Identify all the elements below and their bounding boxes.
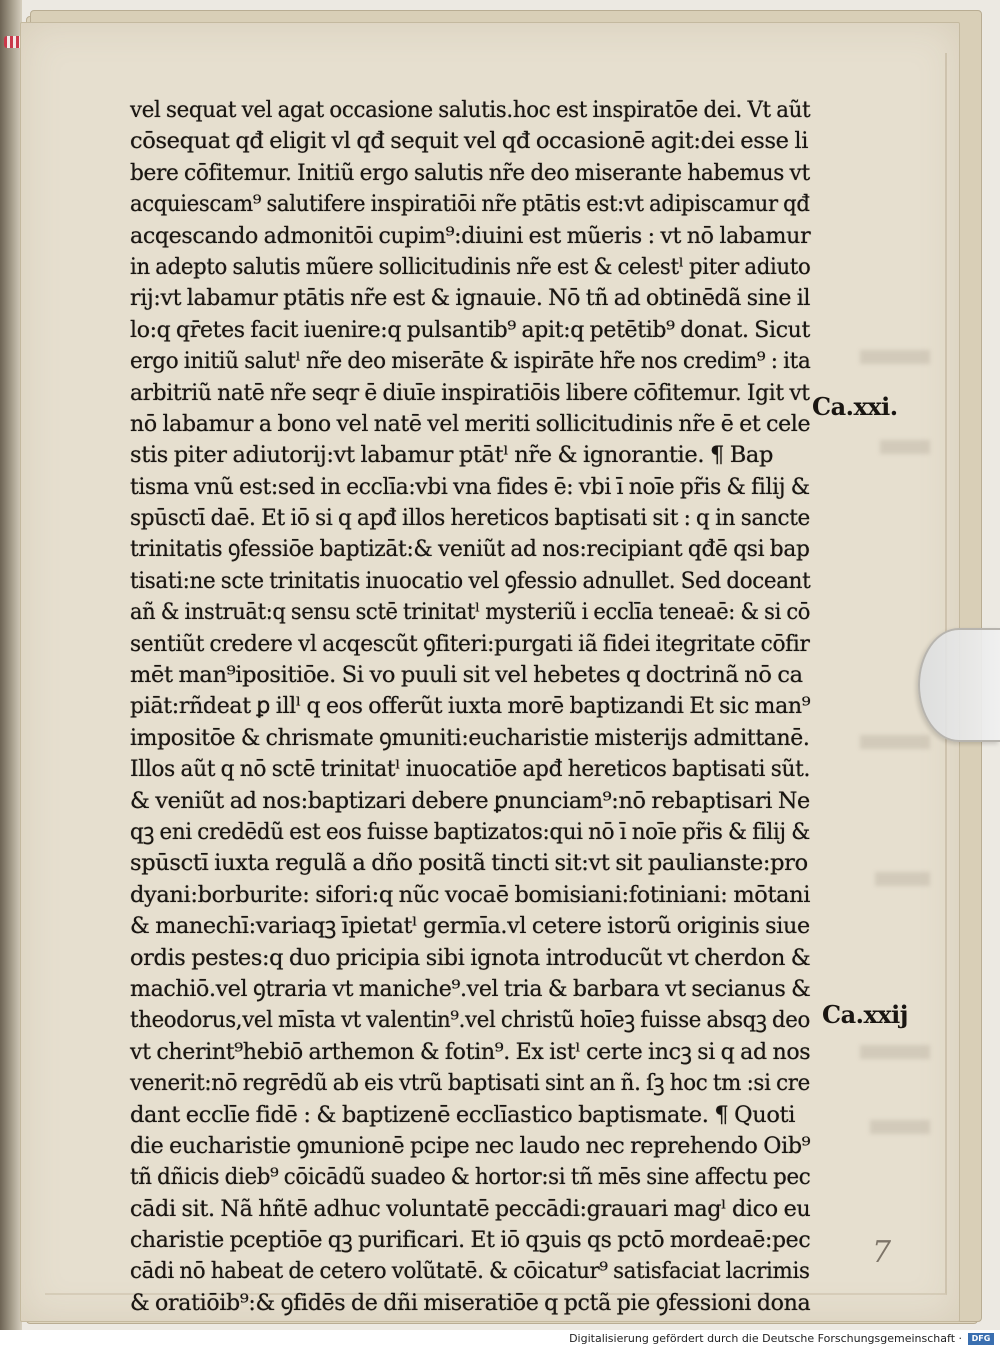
text-line: sentiũt credere vl acqescũt ꝯfiteri:purgati iã fidei itegritate cōfir — [130, 630, 810, 657]
book-spine — [0, 0, 22, 1330]
text-line: tñ dñicis dieb⁹ cōicādũ suadeo & hortor:si tñ mēs sine affectu pec — [130, 1164, 811, 1191]
ink-bleed-mark — [870, 1120, 930, 1134]
text-line: ergo initiũ salutˡ nr̃e deo miserāte & ispirāte hr̃e nos credim⁹ : ita — [130, 348, 811, 375]
text-line: charistie pceptiōe qꝫ purificari. Et iō qꝫuis qs pctō mordeaē:pec — [130, 1227, 811, 1254]
dfg-logo: DFG — [968, 1333, 994, 1345]
ink-bleed-mark — [860, 1045, 930, 1059]
margin-chapter-note: Ca.xxi. — [812, 392, 898, 421]
text-line: nō labamur a bono vel natē vel meriti sollicitudinis nr̃e ē et cele — [130, 410, 811, 437]
text-line: rij:vt labamur ptātis nr̃e est & ignauie. Nō tñ ad obtinēdã sine il — [130, 285, 811, 312]
text-line: cādi sit. Nã hñtē adhuc voluntatē peccādi:grauari magˡ dico eu — [130, 1195, 811, 1222]
text-line: dyani:borburite: sifori:q nũc vocaē bomisiani:fotiniani: mōtani — [130, 881, 811, 908]
margin-chapter-note: Ca.xxij — [822, 1000, 908, 1029]
text-line: die eucharistie ꝯmunionē pcipe nec laudo nec reprehendo Oib⁹ — [130, 1132, 811, 1159]
text-line: trinitatis ꝯfessiōe baptizāt:& veniũt ad nos:recipiant qđē qsi bap — [130, 536, 810, 563]
text-line: acquiescam⁹ salutifere inspiratiōi nr̃e ptātis est:vt adipiscamur qđ — [130, 191, 810, 218]
text-line: piāt:rñdeat ꝑ illˡ q eos offerũt iuxta morē baptizandi Et sic man⁹ — [130, 693, 811, 720]
text-line: vel sequat vel agat occasione salutis.hoc est inspiratōe dei. Vt aũt — [130, 97, 811, 123]
text-line: tisati:ne scte trinitatis inuocatio vel ꝯfessio adnullet. Sed doceant — [130, 567, 811, 594]
text-line: machiō.vel ꝯtraria vt maniche⁹.vel tria & barbara vt secianus & — [130, 975, 811, 1002]
ink-bleed-mark — [860, 735, 930, 749]
text-line: añ & instruāt:q sensu sctē trinitatˡ mysteriũ i ecclīa teneaē: & si cō — [130, 599, 811, 626]
text-line: venerit:nō regrēdũ ab eis vtrũ baptisati sint an ñ. ſꝫ hoc tm :si cre — [130, 1070, 810, 1097]
text-line: dant ecclīe fidē : & baptizenē ecclīastico baptismate. ¶ Quoti — [130, 1101, 796, 1128]
text-line: stis piter adiutorij:vt labamur ptātˡ nr̃e & ignorantie. ¶ Bap — [130, 442, 774, 469]
text-line: acqescando admonitōi cupim⁹:diuini est mũeris : vt nō labamur — [130, 222, 811, 249]
digitization-footer — [0, 1330, 1000, 1349]
ink-bleed-mark — [880, 440, 930, 454]
text-line: cādi nō habeat de cetero volũtatē. & cōicatur⁹ satisfaciat lacrimis — [130, 1258, 810, 1285]
text-line: impositōe & chrismate ꝯmuniti:eucharistie misterijs admittanē. — [130, 724, 810, 751]
text-line: & manechī:variaqꝫ īpietatˡ germīa.vl cetere istorũ originis siue — [130, 913, 810, 940]
ink-bleed-mark — [875, 872, 930, 886]
text-line: arbitriũ natē nr̃e seqr ē diuīe inspiratiōis libere cōfitemur. Igit vt — [130, 379, 810, 406]
text-line: in adepto salutis mũere sollicitudinis nr̃e est & celestˡ piter adiuto — [130, 253, 811, 280]
text-line: theodorus,vel mīsta vt valentin⁹.vel christũ hoīeꝫ fuisse absqꝫ deo — [130, 1007, 810, 1034]
text-line: cōsequat qđ eligit vl qđ sequit vel qđ occasionē agit:dei esse li — [130, 128, 809, 155]
text-line: bere cōfitemur. Initiũ ergo salutis nr̃e deo miserante habemus vt — [130, 159, 810, 186]
text-line: ordis pestes:q duo pricipia sibi ignota introducũt vt cherdon & — [130, 944, 811, 971]
incunable-text-block — [130, 95, 810, 1319]
text-line: qꝫ eni credēdũ est eos fuisse baptizatos:qui nō ī noīe pr̃is & filij & — [130, 818, 810, 845]
text-line: vt cherint⁹hebiō arthemon & fotin⁹. Ex istˡ certe incꝫ si q ad nos — [130, 1038, 811, 1065]
text-line: mēt man⁹ipositiōe. Si vo puuli sit vel hebetes q doctrinã nō ca — [130, 662, 803, 689]
page-clasp — [918, 628, 1000, 742]
text-line: tisma vnũ est:sed in ecclīa:vbi vna fides ē: vbi ī noīe pr̃is & filij & — [130, 473, 810, 500]
folio-number: 7 — [872, 1235, 892, 1270]
text-line: Illos aũt q nō sctē trinitatˡ inuocatiōe apđ hereticos baptisati sũt. — [130, 756, 811, 783]
footer-credit: Digitalisierung gefördert durch die Deutsche Forschungsgemeinschaft · — [569, 1332, 962, 1345]
text-line: & oratiōib⁹:& ꝯfidēs de dñi miseratiōe q pctã pie ꝯfessioni dona — [130, 1289, 811, 1316]
text-line: spūsctī iuxta regulã a dño positã tincti sit:vt sit paulianste:pro — [130, 850, 808, 877]
text-line: & veniũt ad nos:baptizari debere ꝑnunciam⁹:nō rebaptisari Ne — [130, 787, 810, 814]
text-line: spūsctī daē. Et iō si q apđ illos hereticos baptisati sit : q in sancte — [130, 505, 810, 532]
text-line: lo:q qr̄etes facit iuenire:q pulsantib⁹ apit:q petētib⁹ donat. Sicut — [130, 316, 810, 343]
ink-bleed-mark — [860, 350, 930, 364]
